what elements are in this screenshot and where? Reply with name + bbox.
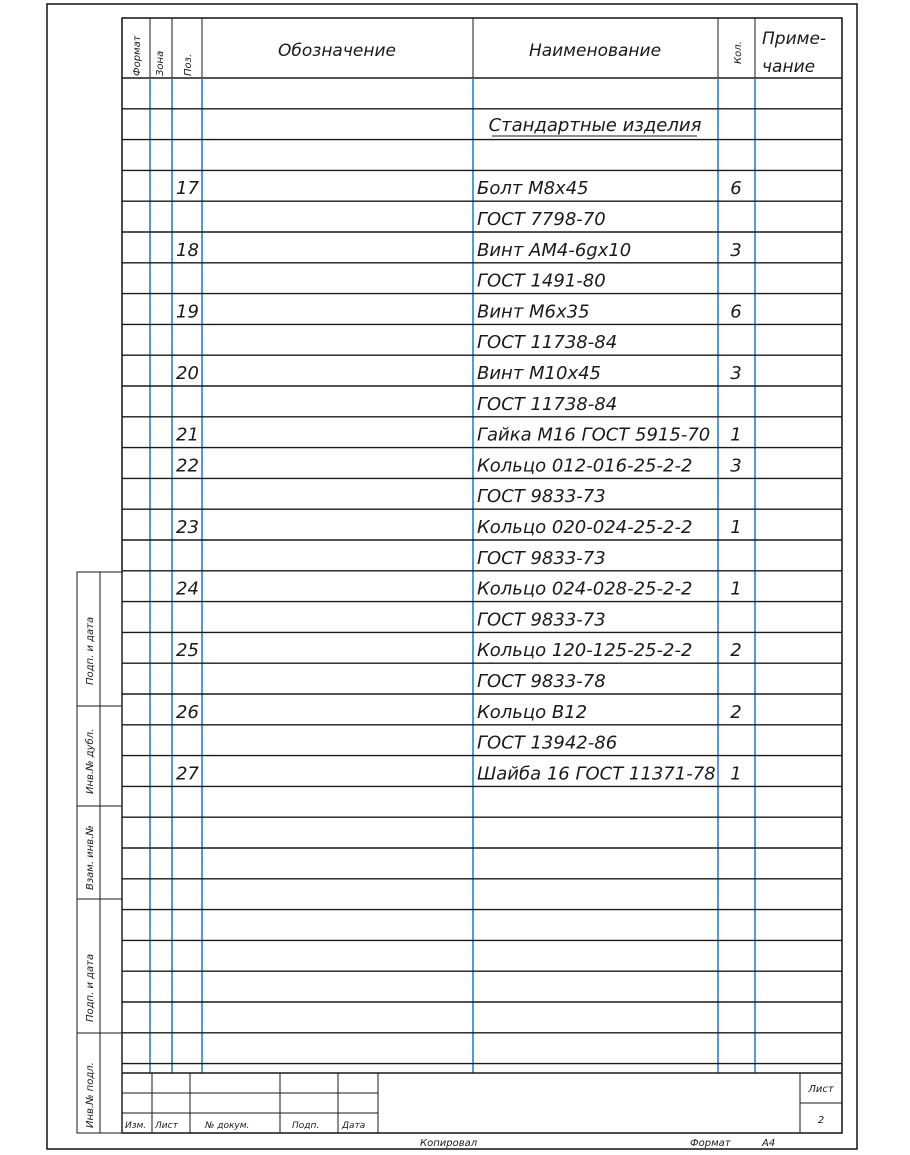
row-qty: 1 [730,763,742,785]
side-label-sign-date-1: Подп. и дата [85,616,96,685]
row-qty: 6 [730,178,742,200]
table-row [477,209,606,230]
row-qty: 3 [730,239,742,261]
header-zone: Зона [155,50,166,76]
table-row [477,486,606,507]
row-qty: 2 [730,640,742,662]
row-name: ГОСТ 9833-73 [477,547,606,569]
row-name: ГОСТ 9833-73 [477,486,606,508]
table-row [176,517,742,538]
row-name: Болт М8х45 [477,178,589,200]
row-qty: 1 [730,578,742,600]
side-label-orig-inv: Инв.№ подл. [85,1062,96,1128]
row-pos: 17 [176,178,199,200]
side-label-sign-date-2: Подп. и дата [85,953,96,1022]
row-name: ГОСТ 9833-73 [477,609,606,631]
row-qty: 6 [730,301,742,323]
row-name: Винт М6х35 [477,301,590,323]
tb-data: Дата [342,1121,366,1131]
row-name: ГОСТ 9833-78 [477,671,606,692]
header-note-line2: чание [762,57,816,77]
row-qty: 2 [730,701,742,723]
table-row [176,702,742,723]
row-name: Винт АМ4-6gх10 [477,239,632,261]
table-row [477,733,617,754]
table-row [477,548,606,569]
side-label-dup-inv: Инв.№ дубл. [85,728,96,794]
footer-copied: Копировал [420,1138,478,1149]
header-note-line1: Приме- [762,29,827,49]
row-name: Кольцо 020-024-25-2-2 [477,517,693,538]
table-row [477,394,617,415]
row-qty: 3 [730,455,742,477]
row-name: Кольцо 024-028-25-2-2 [477,578,693,600]
header-format: Формат [132,35,143,76]
row-name: ГОСТ 1491-80 [477,270,606,292]
row-name: Гайка М16 ГОСТ 5915-70 [477,424,711,446]
row-name: Кольцо 120-125-25-2-2 [477,640,693,662]
row-pos: 22 [176,455,199,477]
table-row [477,609,606,630]
row-pos: 23 [176,517,199,538]
row-name: Винт М10х45 [477,363,602,384]
header-pos: Поз. [183,53,194,76]
row-pos: 20 [176,363,199,384]
tb-izm: Изм. [125,1121,147,1131]
table-row [477,271,606,292]
row-name: ГОСТ 11738-84 [477,393,618,415]
section-title: Стандартные изделия [488,115,702,136]
row-pos: 21 [176,424,199,446]
table-row [176,455,742,476]
table-row [176,425,742,446]
row-pos: 26 [176,701,199,723]
side-label-replace-inv: Взам. инв.№ [85,825,96,890]
row-qty: 1 [730,424,742,446]
table-row [176,301,742,322]
side-strip [77,572,122,1133]
outer-frame [47,4,857,1149]
tb-doc-no: № докум. [205,1121,250,1131]
row-name: ГОСТ 7798-70 [477,209,606,230]
tb-podp: Подп. [292,1121,320,1131]
row-qty: 1 [730,517,742,538]
footer-format-value: А4 [762,1138,776,1149]
row-pos: 25 [176,640,199,662]
row-name: ГОСТ 13942-86 [477,732,618,754]
table-row [176,640,742,661]
row-name: Кольцо 012-016-25-2-2 [477,455,693,477]
tb-list: Лист [155,1121,178,1131]
table-row [176,579,742,600]
header-designation: Обозначение [278,41,396,61]
tb-sheet-no: 2 [817,1115,825,1126]
row-qty: 3 [730,363,742,384]
table-row [176,763,742,784]
footer-format-label: Формат [690,1138,731,1149]
table-row [477,332,617,353]
table-row [176,363,742,384]
table-row [176,178,742,199]
row-name: Кольцо В12 [477,701,588,723]
tb-sheet-label: Лист [808,1084,834,1095]
header-qty: Кол. [733,41,744,64]
row-pos: 18 [176,239,199,261]
table-row [176,240,742,261]
row-name: ГОСТ 11738-84 [477,332,618,354]
row-name: Шайба 16 ГОСТ 11371-78 [477,763,716,785]
table-row [477,671,606,692]
row-pos: 19 [176,301,199,323]
row-pos: 27 [176,763,199,785]
row-pos: 24 [176,578,199,600]
header-name: Наименование [528,41,662,61]
